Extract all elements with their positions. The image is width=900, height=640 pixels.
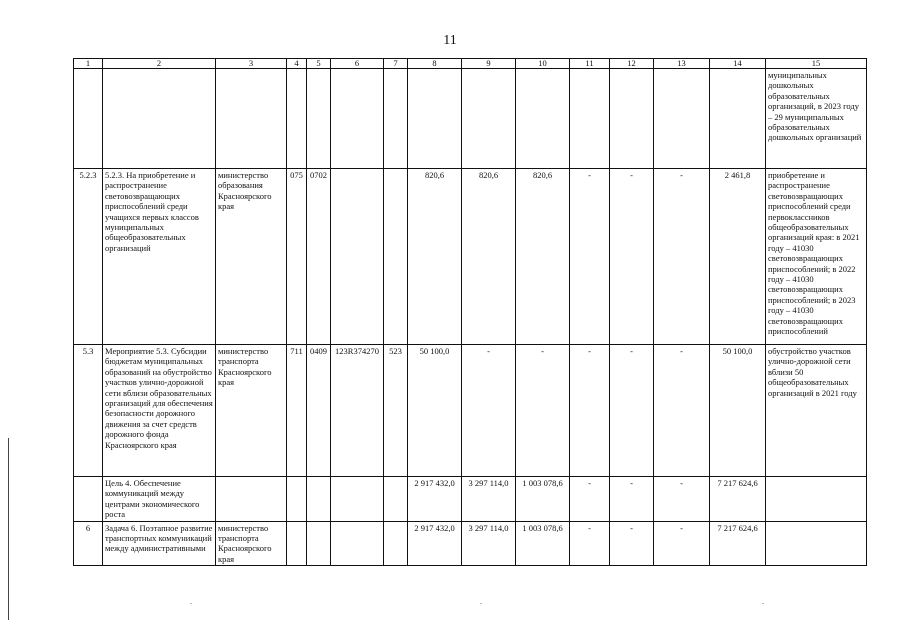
column-header: 13 <box>654 59 710 69</box>
table-cell: - <box>654 169 710 345</box>
table-cell: 50 100,0 <box>710 345 766 477</box>
table-cell: приобретение и распространение световозвращающих приспособлений среди первоклассников общеобразовательных организаций края: в 2021 году – 41030 световозвращающих приспособлений; в 2022 году – 41030 световозвращающих приспособлений; в 2023 году – 41030 световозвращающих приспособлений <box>766 169 867 345</box>
table-cell: Цель 4. Обеспечение коммуникаций между центрами экономического роста <box>103 477 216 522</box>
table-cell: - <box>462 345 516 477</box>
table-cell <box>287 69 307 169</box>
table-cell: 0409 <box>307 345 331 477</box>
table-cell: 5.2.3. На приобретение и распространение световозвращающих приспособлений среди учащихся первых классов муниципальных общеобразовательных организаций <box>103 169 216 345</box>
table-cell <box>516 69 570 169</box>
table-cell <box>408 69 462 169</box>
budget-table <box>73 58 867 566</box>
table-row <box>74 69 867 169</box>
table-cell: Задача 6. Поэтапное развитие транспортных коммуникаций между административными <box>103 521 216 566</box>
column-header: 8 <box>408 59 462 69</box>
table-cell: - <box>570 477 610 522</box>
table-cell: - <box>570 169 610 345</box>
table-cell: - <box>610 169 654 345</box>
table-cell <box>331 477 384 522</box>
table-cell <box>74 477 103 522</box>
table-cell: - <box>516 345 570 477</box>
table-cell: 5.2.3 <box>74 169 103 345</box>
table-cell: муниципальных дошкольных образовательных организаций, в 2023 году – 29 муниципальных образовательных дошкольных организаций <box>766 69 867 169</box>
table-cell <box>384 477 408 522</box>
table-cell: 1 003 078,6 <box>516 521 570 566</box>
column-header: 12 <box>610 59 654 69</box>
table-cell: - <box>654 345 710 477</box>
table-row <box>74 169 867 345</box>
table-cell: 075 <box>287 169 307 345</box>
table-cell: 523 <box>384 345 408 477</box>
column-header: 7 <box>384 59 408 69</box>
table-cell <box>307 69 331 169</box>
table-cell: 2 917 432,0 <box>408 521 462 566</box>
table-cell: 711 <box>287 345 307 477</box>
table-row <box>74 477 867 522</box>
table-cell <box>610 69 654 169</box>
table-cell <box>331 69 384 169</box>
scan-speck <box>762 603 764 604</box>
table-cell: 820,6 <box>516 169 570 345</box>
column-header: 10 <box>516 59 570 69</box>
table-cell: министерство образования Красноярского края <box>216 169 287 345</box>
table-cell: - <box>610 477 654 522</box>
table-cell: 123R374270 <box>331 345 384 477</box>
table-cell: 3 297 114,0 <box>462 477 516 522</box>
table-cell <box>384 169 408 345</box>
column-header: 14 <box>710 59 766 69</box>
scan-speck <box>480 603 482 604</box>
table-cell: министерство транспорта Красноярского края <box>216 345 287 477</box>
table-cell <box>103 69 216 169</box>
table-cell <box>766 521 867 566</box>
column-header: 11 <box>570 59 610 69</box>
column-header: 1 <box>74 59 103 69</box>
table-cell <box>287 521 307 566</box>
table-cell: 0702 <box>307 169 331 345</box>
table-cell: 1 003 078,6 <box>516 477 570 522</box>
column-header: 5 <box>307 59 331 69</box>
table-cell <box>331 169 384 345</box>
table-cell <box>710 69 766 169</box>
column-header: 2 <box>103 59 216 69</box>
table-cell: 820,6 <box>408 169 462 345</box>
table-cell: 7 217 624,6 <box>710 477 766 522</box>
column-header: 15 <box>766 59 867 69</box>
table-cell <box>287 477 307 522</box>
table-cell <box>74 69 103 169</box>
table-cell: - <box>610 521 654 566</box>
table-cell: - <box>654 521 710 566</box>
table-cell: министерство транспорта Красноярского края <box>216 521 287 566</box>
table-cell: - <box>570 521 610 566</box>
scan-edge-line <box>8 438 9 620</box>
table-cell: - <box>570 345 610 477</box>
table-cell: 820,6 <box>462 169 516 345</box>
table-cell: 2 917 432,0 <box>408 477 462 522</box>
table-cell <box>216 69 287 169</box>
table-cell: - <box>610 345 654 477</box>
table-cell: 7 217 624,6 <box>710 521 766 566</box>
page-number: 11 <box>443 33 457 48</box>
table-cell <box>766 477 867 522</box>
column-header: 3 <box>216 59 287 69</box>
scan-speck <box>190 603 192 604</box>
table-cell <box>307 521 331 566</box>
table-cell: 3 297 114,0 <box>462 521 516 566</box>
table-cell <box>462 69 516 169</box>
table-cell: 6 <box>74 521 103 566</box>
table-cell: Мероприятие 5.3. Субсидии бюджетам муниципальных образований на обустройство участков улично-дорожной сети вблизи образовательных организаций для обеспечения безопасности дорожного движения за счет средств дорожного фонда Красноярского края <box>103 345 216 477</box>
column-header: 6 <box>331 59 384 69</box>
table-cell <box>216 477 287 522</box>
table-cell: 50 100,0 <box>408 345 462 477</box>
table-row <box>74 521 867 566</box>
column-header: 4 <box>287 59 307 69</box>
table-cell: 5.3 <box>74 345 103 477</box>
table-cell <box>307 477 331 522</box>
column-number-row <box>74 59 867 69</box>
table-cell <box>384 521 408 566</box>
table-cell: обустройство участков улично-дорожной сети вблизи 50 общеобразовательных организаций в 2021 году <box>766 345 867 477</box>
table-cell <box>570 69 610 169</box>
column-header: 9 <box>462 59 516 69</box>
table-cell: 2 461,8 <box>710 169 766 345</box>
table-cell <box>654 69 710 169</box>
table-cell: - <box>654 477 710 522</box>
table-cell <box>384 69 408 169</box>
table-cell <box>331 521 384 566</box>
table-row <box>74 345 867 477</box>
